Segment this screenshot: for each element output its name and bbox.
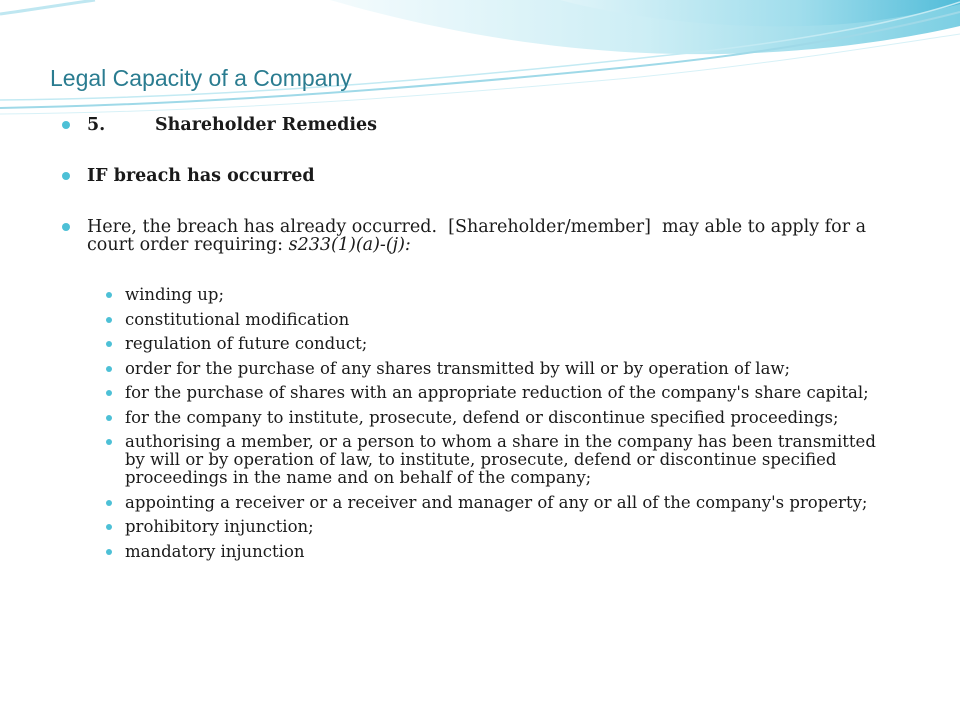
bullet-list [87, 116, 900, 254]
wave-line [0, 0, 95, 14]
sub-bullet-text: for the purchase of shares with an appropriate reduction of the company's share capital; [125, 383, 869, 402]
sub-bullet-text: for the company to institute, prosecute, defend or discontinue specified proceedings; [125, 407, 839, 427]
sub-bullet-list [125, 286, 888, 567]
bullet-text: IF breach has occurred [87, 166, 315, 186]
sub-bullet-item [125, 360, 888, 378]
sub-bullet-text: regulation of future conduct; [125, 334, 368, 353]
section-number: 5. [87, 115, 106, 135]
sub-bullet-dot [106, 317, 112, 323]
sub-bullet-dot [106, 439, 112, 445]
sub-bullet-text: authorising a member, or a person to whom a share in the company has been transmitted by will or by operation of law, to institute, prosecute, defend or discontinue specified proceedings in the name and on behalf of the company; [125, 432, 876, 487]
bullet-item [87, 218, 900, 254]
sub-bullet-dot [106, 366, 112, 372]
bullet-text: Here, the breach has already occurred. [Shareholder/member] may able to apply for a court order requiring: [87, 217, 872, 255]
bullet-dot [62, 172, 70, 180]
sub-bullet-dot [106, 524, 112, 530]
sub-bullet-text: prohibitory injunction; [125, 517, 314, 536]
sub-bullet-dot [106, 549, 112, 555]
sub-bullet-text: winding up; [125, 285, 225, 304]
section-heading: Shareholder Remedies [155, 115, 377, 135]
bullet-dot [62, 121, 70, 129]
sub-bullet-dot [106, 292, 112, 298]
sub-bullet-dot [106, 500, 112, 506]
sub-bullet-text: order for the purchase of any shares transmitted by will or by operation of law; [125, 358, 791, 378]
sub-bullet-item [125, 494, 888, 512]
bullet-item [87, 167, 900, 185]
sub-bullet-dot [106, 390, 112, 396]
header-wave-decoration [0, 0, 960, 120]
sub-bullet-item [125, 409, 888, 427]
sub-bullet-item [125, 286, 888, 304]
sub-bullet-item [125, 335, 888, 353]
bullet-item [87, 116, 900, 134]
sub-bullet-item [125, 384, 888, 402]
statute-citation: s233(1)(a)-(j): [288, 235, 411, 255]
sub-bullet-dot [106, 341, 112, 347]
sub-bullet-text: constitutional modification [125, 309, 350, 329]
slide-title: Legal Capacity of a Company [50, 65, 352, 91]
sub-bullet-item [125, 518, 888, 536]
sub-bullet-item [125, 311, 888, 329]
sub-bullet-dot [106, 415, 112, 421]
sub-bullet-text: appointing a receiver or a receiver and manager of any or all of the company's property; [125, 492, 868, 512]
sub-bullet-item [125, 543, 888, 561]
bullet-dot [62, 223, 70, 231]
sub-bullet-text: mandatory injunction [125, 541, 305, 561]
sub-bullet-item [125, 433, 888, 487]
